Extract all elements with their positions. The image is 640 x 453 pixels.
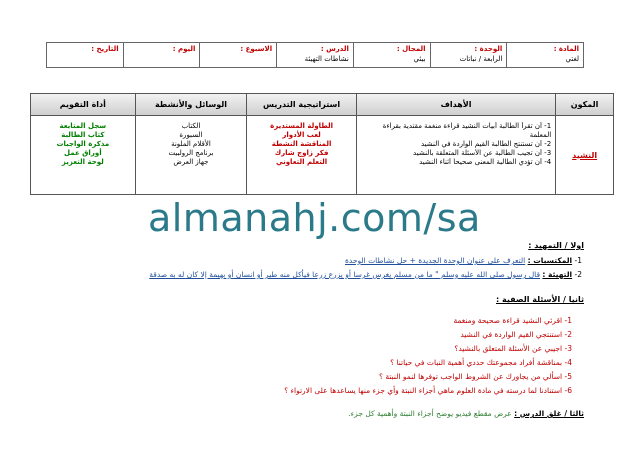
- question-item: 3- اجيبي عن الأسئلة المتعلق بالنشيد؟: [454, 344, 572, 353]
- table-body-row: [31, 116, 613, 194]
- header-goals: الأهداف: [356, 94, 555, 115]
- strategy-item: لعب الأدوار: [282, 131, 321, 139]
- goal-item: 1- أن تقرأ الطالبة أبيات النشيد قراءة منغمة مقتدية بقراءة: [382, 122, 552, 130]
- strategy-cell: [246, 116, 356, 194]
- question-item: 1- اقرئي النشيد قراءة صحيحة ومنغمة: [453, 316, 572, 325]
- evaluation-item: لوحة التعزيز: [61, 158, 104, 166]
- info-cell-subject: [506, 43, 583, 67]
- evaluation-item: مذكرة الواجبات: [56, 140, 110, 148]
- info-label: الاسبوع :: [240, 45, 273, 53]
- strategy-item: التعلم التعاوني: [276, 158, 328, 166]
- item-number: 1-: [574, 256, 582, 265]
- header-tools: الوسائل والأنشطة: [135, 94, 247, 115]
- goal-item: 4- أن تؤدي الطالبة المعنى صحيحا أثناء النشيد: [419, 158, 552, 166]
- evaluation-item: كتاب الطالبة: [61, 131, 105, 139]
- info-value: نشاطات التهيئة: [304, 55, 349, 63]
- strategy-item: المناقشة النشطة: [271, 140, 332, 148]
- tool-item: جهاز العرض: [173, 158, 209, 166]
- info-label: التاريخ :: [91, 45, 119, 53]
- intro-item: [345, 256, 582, 265]
- evaluation-item: أوراق عمل: [64, 149, 102, 157]
- strategy-item: فكر زاوج شارك: [274, 149, 329, 157]
- evaluation-item: سجل المتابعة: [59, 122, 107, 130]
- question-item: 6- استنادنا لما درسته في مادة العلوم ماهي أجزاء النبتة وأي جزء منها يساعدها على الارتواء ؟: [284, 386, 572, 395]
- closing-text: عرض مقطع فيديو يوضح أجزاء النبتة وأهمية كل جزء.: [348, 409, 512, 418]
- goal-item: 2- أن تستنتج الطالبة القيم الواردة في النشيد: [420, 140, 552, 148]
- header-component: المكون: [555, 94, 613, 115]
- item-text: التعرف على عنوان الوحدة الجديدة + حل نشاطات الوحدة: [344, 256, 526, 265]
- evaluation-cell: [31, 116, 135, 194]
- closing-title: ثالثا / غلق الدرس :: [514, 409, 584, 418]
- question-item: 5- اسألي من يجاورك عن الشروط الواجب توفرها لنمو النبتة ؟: [379, 372, 572, 381]
- info-cell-unit: [430, 43, 507, 67]
- header-strategy: استراتيجية التدريس: [246, 94, 356, 115]
- info-cell-date: [47, 43, 123, 67]
- info-cell-day: [123, 43, 200, 67]
- strategy-item: الطاولة المستديرة: [270, 122, 334, 130]
- info-cell-week: [199, 43, 276, 67]
- intro-item: [149, 270, 582, 279]
- component-name: النشيد: [572, 150, 598, 160]
- question-item: 2- استنتجي القيم الواردة في النشيد: [460, 330, 572, 339]
- info-value: بيئي: [413, 55, 426, 63]
- table-header-row: [31, 94, 613, 116]
- questions-title: ثانيا / الأسئلة الصفية :: [496, 295, 584, 304]
- tool-item: الأقلام الملونة: [171, 140, 211, 148]
- lesson-info-table: [46, 42, 584, 68]
- item-text: قال رسول صلى الله عليه وسلم " ما من مسلم يغرس غرسا أو يزرع زرعا فيأكل منه طير أو انسان أو بهيمة إلا كان له به صدقة: [149, 270, 541, 279]
- goal-item: المعلمة: [529, 131, 552, 139]
- closing-line: [348, 409, 584, 418]
- lesson-plan-table: [30, 93, 614, 195]
- info-label: اليوم :: [172, 45, 196, 53]
- tool-item: الكتاب: [181, 122, 201, 130]
- info-cell-lesson: [276, 43, 353, 67]
- header-evaluation: أداة التقويم: [59, 100, 106, 109]
- component-cell: [555, 116, 613, 194]
- question-item: 4- بمناقشة أفراد مجموعتك حددي أهمية النبات في حياتنا ؟: [390, 358, 572, 367]
- tool-item: برنامج الرولبيت: [168, 149, 214, 157]
- info-label: المجال :: [396, 45, 426, 53]
- goal-item: 3- أن تجيب الطالبة عن الأسئلة المتعلقة بالنشيد: [413, 149, 552, 157]
- info-value: لغتي: [565, 55, 579, 63]
- item-label: التهيئة :: [542, 270, 573, 279]
- intro-title: اولا / التمهيد :: [528, 241, 584, 250]
- watermark-text: almanahj.com/sa: [148, 196, 481, 240]
- tool-item: السبورة: [179, 131, 203, 139]
- goals-cell: [356, 116, 555, 194]
- info-value: الرابعة / نباتات: [459, 55, 503, 63]
- info-cell-domain: [353, 43, 430, 67]
- tools-cell: [135, 116, 247, 194]
- info-label: المادة :: [553, 45, 579, 53]
- info-label: الدرس :: [320, 45, 349, 53]
- item-label: المكتسبات :: [527, 256, 573, 265]
- item-number: 2-: [574, 270, 582, 279]
- info-label: الوحدة :: [474, 45, 503, 53]
